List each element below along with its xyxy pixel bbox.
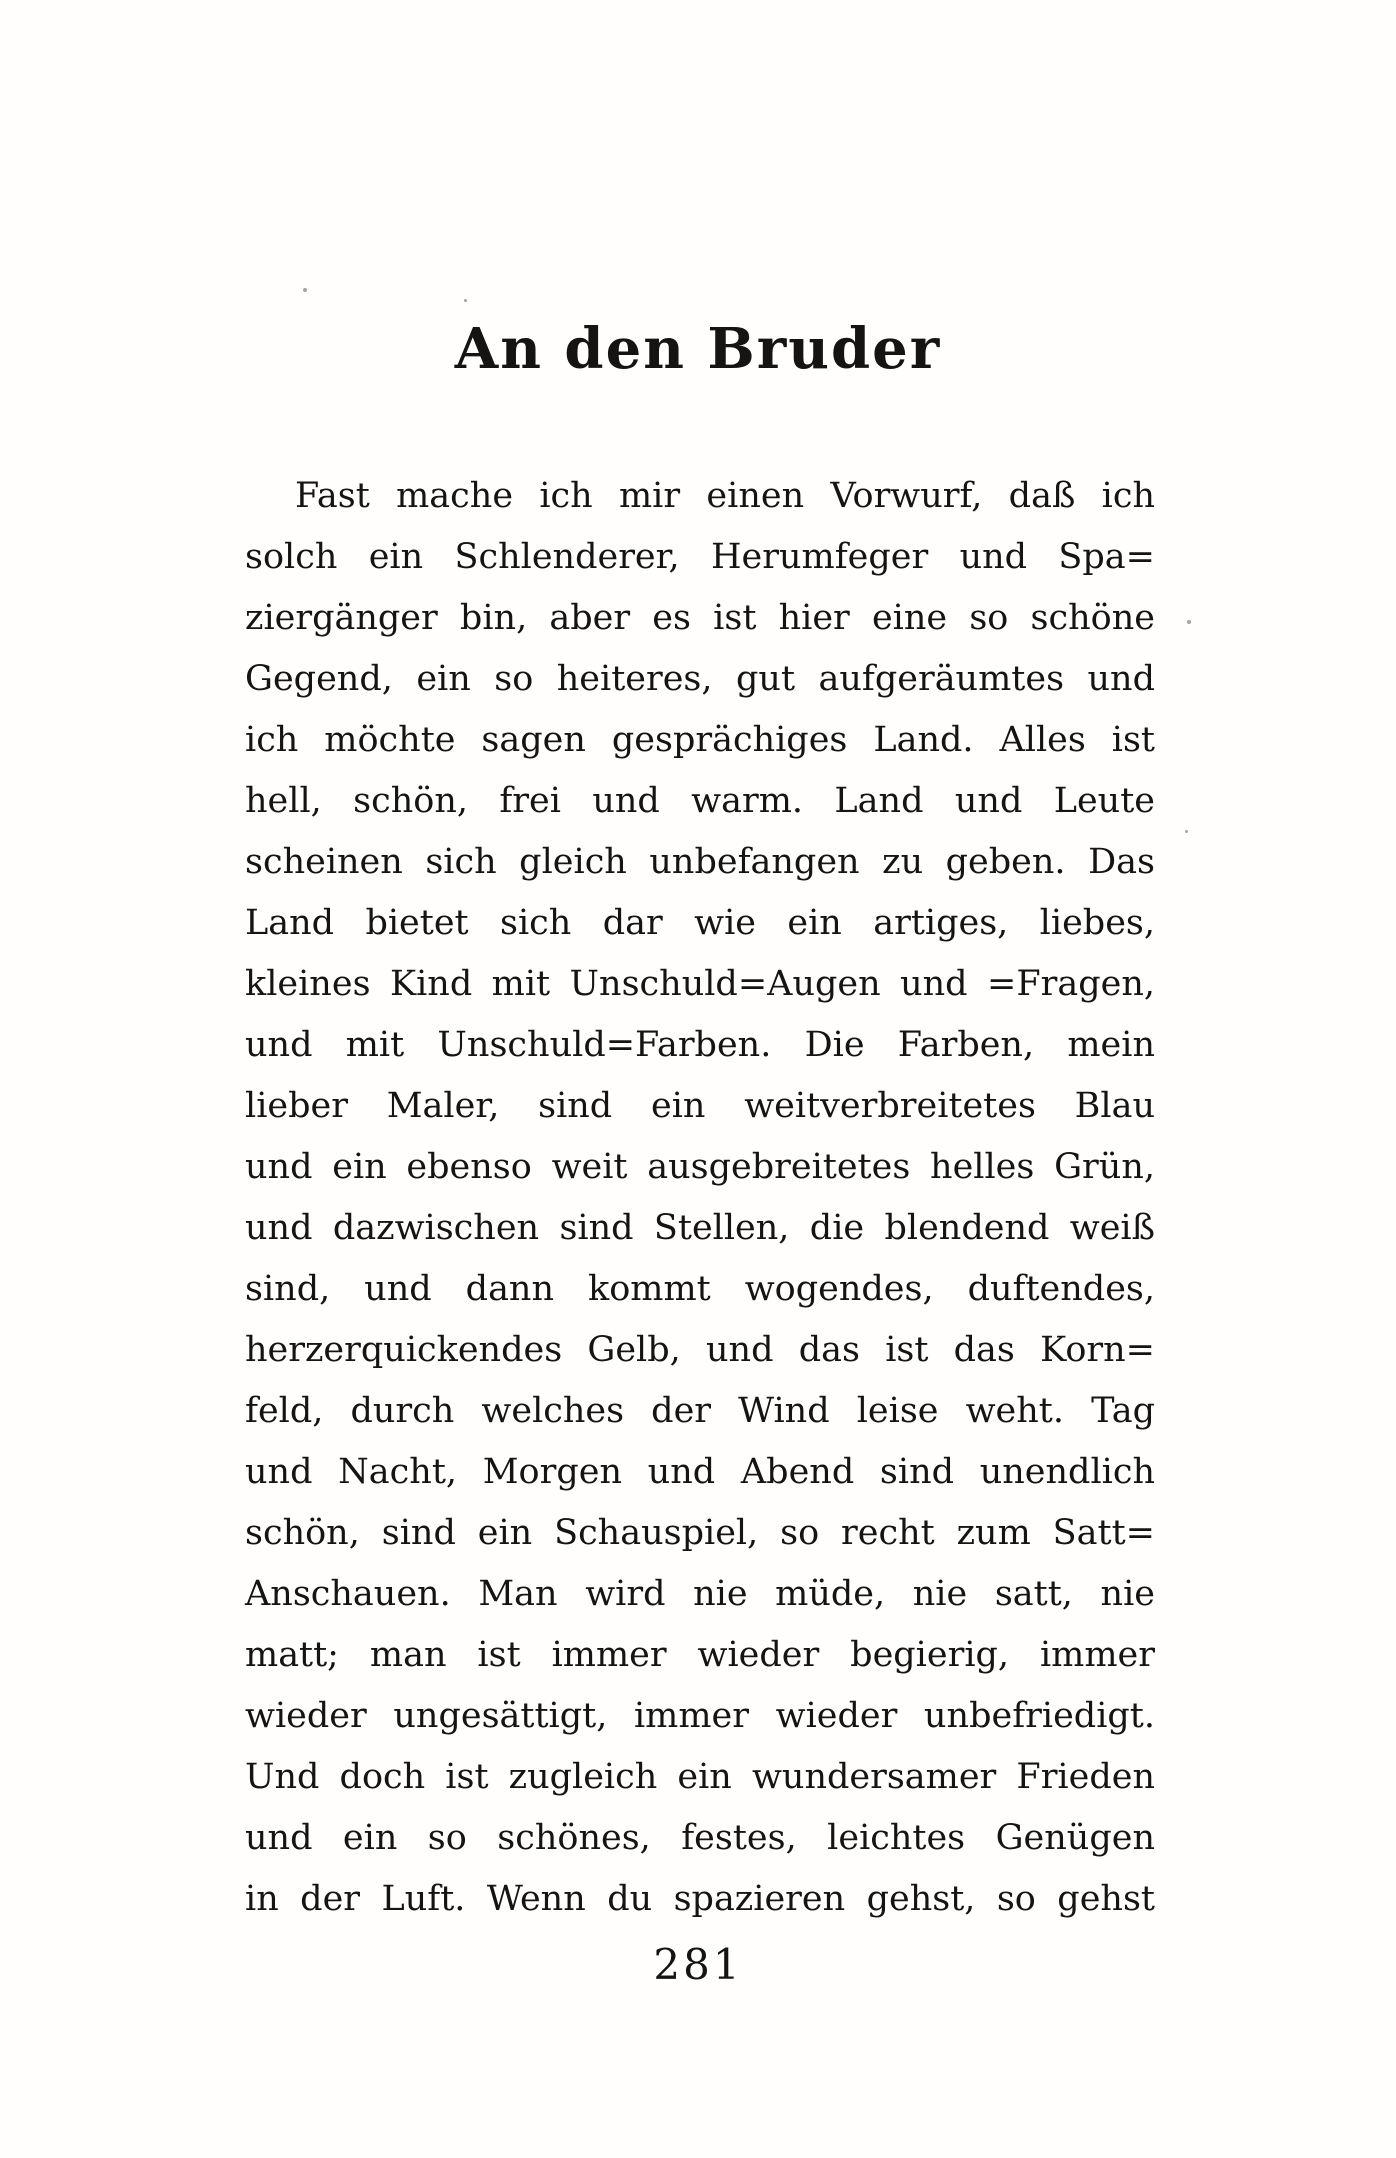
text-line: und mit Unschuld=Farben. Die Farben, mein bbox=[245, 1025, 1155, 1065]
scan-speck bbox=[464, 299, 467, 302]
text-line: und Nacht, Morgen und Abend sind unendlich bbox=[245, 1452, 1155, 1492]
body-text-block bbox=[245, 466, 1155, 1930]
text-line: und dazwischen sind Stellen, die blendend weiß bbox=[245, 1208, 1155, 1248]
text-line: lieber Maler, sind ein weitverbreitetes Blau bbox=[245, 1086, 1155, 1126]
text-line: Und doch ist zugleich ein wundersamer Frieden bbox=[245, 1757, 1155, 1797]
text-line: Fast mache ich mir einen Vorwurf, daß ich bbox=[295, 476, 1155, 516]
text-line: wieder ungesättigt, immer wieder unbefriedigt. bbox=[245, 1696, 1155, 1736]
scan-speck bbox=[303, 288, 307, 292]
text-line: Anschauen. Man wird nie müde, nie satt, nie bbox=[245, 1574, 1155, 1614]
text-line: solch ein Schlenderer, Herumfeger und Spa= bbox=[245, 537, 1155, 577]
text-line: scheinen sich gleich unbefangen zu geben. Das bbox=[245, 842, 1155, 882]
text-line: matt; man ist immer wieder begierig, immer bbox=[245, 1635, 1155, 1675]
text-line: schön, sind ein Schauspiel, so recht zum Satt= bbox=[245, 1513, 1155, 1553]
text-line: ziergänger bin, aber es ist hier eine so schöne bbox=[245, 598, 1155, 638]
text-line: feld, durch welches der Wind leise weht. Tag bbox=[245, 1391, 1155, 1431]
text-line: in der Luft. Wenn du spazieren gehst, so gehst bbox=[245, 1879, 1155, 1919]
chapter-title: An den Bruder bbox=[454, 316, 942, 382]
text-line: sind, und dann kommt wogendes, duftendes, bbox=[245, 1269, 1155, 1309]
text-line: und ein so schönes, festes, leichtes Genügen bbox=[245, 1818, 1155, 1858]
text-line: herzerquickendes Gelb, und das ist das Korn= bbox=[245, 1330, 1155, 1370]
scan-speck bbox=[1185, 830, 1188, 833]
page-number: 281 bbox=[653, 1940, 743, 1989]
text-line: Land bietet sich dar wie ein artiges, liebes, bbox=[245, 903, 1155, 943]
text-line: und ein ebenso weit ausgebreitetes helles Grün, bbox=[245, 1147, 1155, 1187]
text-line: hell, schön, frei und warm. Land und Leute bbox=[245, 781, 1155, 821]
text-line: kleines Kind mit Unschuld=Augen und =Fragen, bbox=[245, 964, 1155, 1004]
text-line: ich möchte sagen gesprächiges Land. Alles ist bbox=[245, 720, 1155, 760]
text-line: Gegend, ein so heiteres, gut aufgeräumtes und bbox=[245, 659, 1155, 699]
scan-speck bbox=[1187, 620, 1191, 624]
